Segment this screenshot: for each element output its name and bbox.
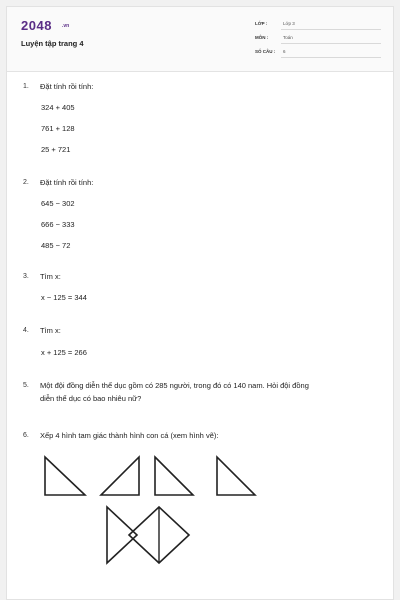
question-2-item-1: 645 − 302 — [41, 199, 75, 208]
question-1-item-3: 25 + 721 — [41, 145, 71, 154]
subject-underline — [281, 43, 381, 44]
question-3-number: 3. — [23, 273, 29, 280]
question-4-text: Tìm x: — [40, 326, 61, 335]
question-5-text-line-2: diễn thể dục có bao nhiêu nữ? — [40, 394, 142, 403]
class-value: Lớp 3 — [283, 21, 295, 26]
question-3-equation: x − 125 = 344 — [41, 293, 87, 302]
question-2-item-3: 485 − 72 — [41, 241, 71, 250]
triangle-3 — [155, 457, 193, 495]
question-5-number: 5. — [23, 382, 29, 389]
site-logo[interactable]: 2048 — [21, 18, 52, 33]
subject-label: MÔN : — [255, 35, 269, 40]
triangle-4 — [217, 457, 255, 495]
question-4-equation: x + 125 = 266 — [41, 348, 87, 357]
question-3-text: Tìm x: — [40, 272, 61, 281]
worksheet-title: Luyện tập trang 4 — [21, 39, 84, 48]
question-1-text: Đặt tính rồi tính: — [40, 82, 94, 91]
class-label: LỚP : — [255, 21, 268, 26]
question-2-number: 2. — [23, 179, 29, 186]
question-count-underline — [281, 57, 381, 58]
question-1-number: 1. — [23, 83, 29, 90]
question-4-number: 4. — [23, 327, 29, 334]
question-1-item-1: 324 + 405 — [41, 103, 75, 112]
question-count-value: 6 — [283, 49, 286, 54]
class-underline — [281, 29, 381, 30]
subject-value: Toán — [283, 35, 293, 40]
question-6-text: Xếp 4 hình tam giác thành hình con cá (xem hình vẽ): — [40, 431, 219, 440]
question-1-item-2: 761 + 128 — [41, 124, 75, 133]
question-2-text: Đặt tính rồi tính: — [40, 178, 94, 187]
triangle-2-figure — [99, 455, 147, 497]
worksheet-page — [6, 6, 394, 600]
fish-tail-triangle — [107, 507, 137, 563]
question-5-text-line-1: Một đội đồng diễn thể dục gồm có 285 người, trong đó có 140 nam. Hỏi đội đồng — [40, 381, 309, 390]
worksheet-header — [7, 7, 393, 72]
triangle-1-figure — [43, 455, 91, 497]
fish-figure — [103, 501, 199, 571]
triangle-1 — [45, 457, 85, 495]
triangle-4-figure — [211, 455, 259, 497]
question-6-number: 6. — [23, 432, 29, 439]
triangle-3-figure — [153, 455, 201, 497]
site-logo-suffix: .vn — [62, 23, 70, 29]
question-count-label: SỐ CÂU : — [255, 49, 276, 54]
question-2-item-2: 666 − 333 — [41, 220, 75, 229]
triangle-2 — [101, 457, 139, 495]
